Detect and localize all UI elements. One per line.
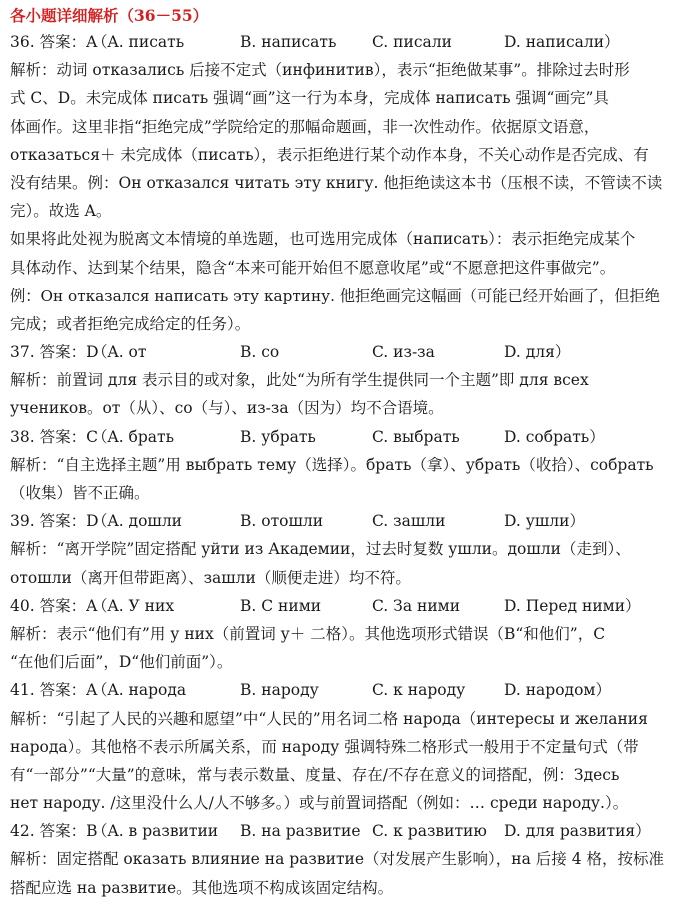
answer-line [10, 28, 664, 56]
answer-line [10, 338, 664, 366]
analysis-line: учеников。от（从）、со（与）、из-за（因为）均不合语境。 [10, 399, 444, 418]
analysis-line: 如果将此处视为脱离文本情境的单选题，也可选用完成体（написать）：表示拒绝完成某个 [10, 230, 636, 249]
option-b: B. со [240, 343, 280, 362]
answer-label: 39. 答案：D [10, 512, 99, 531]
answer-label: 36. 答案：A [10, 33, 98, 51]
option-c: C. из-за [372, 343, 435, 362]
option-d: D. для развития） [504, 822, 651, 841]
question-block [10, 817, 664, 902]
answer-line [10, 423, 664, 451]
option-b: B. отошли [240, 512, 324, 531]
answer-label: 40. 答案：A [10, 596, 98, 615]
option-a: （A. в развитии [92, 822, 219, 841]
analysis-line: 解析：动词 отказались 后接不定式（инфинитив），表示“拒绝做某事”。排除过去时形 [10, 61, 630, 80]
answer-line [10, 592, 664, 620]
analysis-line: 完成；或者拒绝完成给定的任务）。 [10, 314, 251, 333]
option-a: （A. народа [92, 681, 187, 700]
option-a: （A. дошли [92, 512, 183, 531]
option-b: B. народу [240, 681, 319, 700]
option-c: C. к народу [372, 681, 466, 700]
section-title: 各小题详细解析（36－55） [10, 6, 209, 25]
option-a: （A. брать [92, 427, 175, 446]
analysis-line: 解析：固定搭配 оказать влияние на развитие（对发展产生影响），на 后接 4 格，按标准 [10, 850, 664, 869]
answer-label: 42. 答案：B [10, 822, 98, 841]
analysis-line: 解析：“离开学院”固定搭配 уйти из Академии，过去时复数 ушли。дошли（走到）、 [10, 540, 631, 559]
option-d: D. народом） [504, 681, 611, 700]
analysis-line: 例：Он отказался написать эту картину. 他拒绝画完这幅画（可能已经开始画了，但拒绝 [10, 286, 661, 305]
option-d: D. написали） [504, 33, 620, 51]
question-block [10, 507, 664, 592]
option-a: （A. писать [92, 33, 185, 51]
option-b: B. убрать [240, 427, 316, 446]
question-block [10, 676, 664, 817]
option-a: （A. У них [92, 596, 175, 615]
option-b: B. написать [240, 33, 337, 51]
question-block [10, 423, 664, 508]
analysis-line: 具体动作、达到某个结果，隐含“本来可能开始但不愿意收尾”或“不愿意把这件事做完”。 [10, 258, 616, 277]
analysis-line: 解析：“自主选择主题”用 выбрать тему（选择）。брать（拿）、убрать（收拾）、собрать [10, 455, 654, 474]
answer-line [10, 817, 664, 845]
analysis-line: 解析：前置词 для 表示目的或对象，此处“为所有学生提供同一个主题”即 для всех [10, 371, 589, 390]
analysis-line: 解析：“引起了人民的兴趣和愿望”中“人民的”用名词二格 народа（интересы и желания [10, 709, 648, 728]
analysis-line: 完）。故选 A。 [10, 202, 112, 221]
option-d: D. ушли） [504, 512, 585, 531]
analysis-line: 式 C、D。未完成体 писать 强调“画”这一行为本身，完成体 написать 强调“画完”具 [10, 89, 609, 108]
option-d: D. Перед ними） [504, 596, 641, 615]
answer-label: 38. 答案：C [10, 427, 98, 446]
question-list [10, 28, 664, 902]
analysis-line: 解析：表示“他们有”用 у них（前置词 у＋ 二格）。其他选项形式错误（B“和他们”，C [10, 624, 606, 643]
answer-line [10, 676, 664, 704]
analysis-line: 体画作。这里非指“拒绝完成”学院给定的那幅命题画，非一次性动作。依据原文语意， [10, 117, 600, 136]
analysis-line: отошли（离开但带距离）、зашли（顺便走进）均不符。 [10, 568, 411, 587]
option-b: B. С ними [240, 596, 322, 615]
analysis-line: 搭配应选 на развитие。其他选项不构成该固定结构。 [10, 878, 394, 897]
option-a: （A. от [92, 343, 147, 362]
analysis-line: 有“一部分”“大量”的意味，常与表示数量、度量、存在/不存在意义的词搭配，例：Здесь [10, 765, 620, 784]
answer-label: 41. 答案：A [10, 681, 98, 700]
question-block [10, 592, 664, 677]
option-c: C. зашли [372, 512, 446, 531]
answer-line [10, 507, 664, 535]
option-d: D. собрать） [504, 427, 605, 446]
question-block [10, 338, 664, 423]
option-d: D. для） [504, 343, 571, 362]
answer-label: 37. 答案：D [10, 343, 99, 362]
analysis-line: народа）。其他格不表示所属关系，而 народу 强调特殊二格形式一般用于不定量句式（带 [10, 737, 639, 756]
option-c: C. к развитию [372, 822, 487, 841]
option-c: C. писали [372, 33, 452, 51]
option-c: C. За ними [372, 596, 461, 615]
analysis-line: нет народу. /这里没什么人/人不够多。）或与前置词搭配（例如：… среди народу.）。 [10, 794, 629, 813]
option-b: B. на развитие [240, 822, 361, 841]
question-block [10, 28, 664, 338]
option-c: C. выбрать [372, 427, 460, 446]
analysis-line: （收集）皆不正确。 [10, 484, 150, 502]
analysis-line: отказаться＋ 未完成体（писать），表示拒绝进行某个动作本身，不关心动作是否完成、有 [10, 145, 649, 164]
analysis-line: “在他们后面”，D“他们前面”）。 [10, 653, 233, 672]
analysis-line: 没有结果。例：Он отказался читать эту книгу. 他拒绝读这本书（压根不读，不管读不读 [10, 173, 663, 192]
